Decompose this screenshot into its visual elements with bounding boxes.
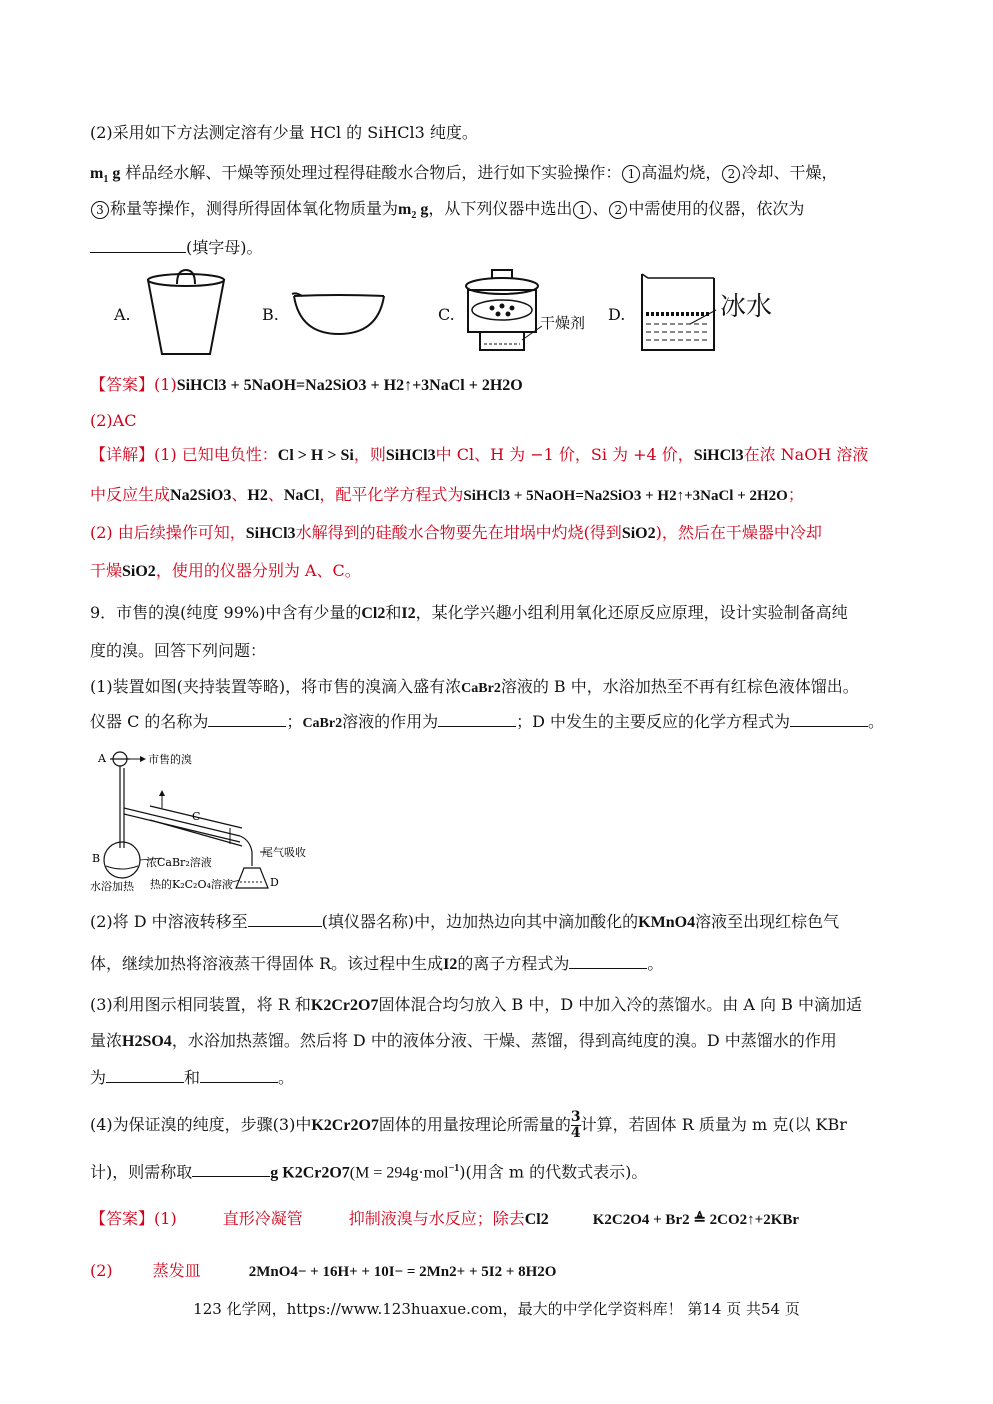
formula-sihcl3: SiHCl3 [385,447,436,464]
option-a-label: A. [114,305,131,324]
figure-label-top: 市售的溴 [148,753,192,766]
option-c-label: C. [438,305,455,324]
procedure-text: 样品经水解、干燥等预处理过程得硅酸水合物后，进行如下实验操作： [120,163,622,182]
detail8-line4 [90,560,361,583]
q8-part2-intro [90,122,478,144]
q8-part2-line1: (2)采用如下方法测定溶有少量 HCl 的 SiHCl3 纯度。 [90,123,478,142]
formula-cabr2: CaBr2 [461,681,501,696]
step1-text: 高温灼烧， [641,163,722,182]
formula-k2cr2o7: K2Cr2O7 [310,997,379,1014]
blank-instrument-name[interactable] [248,910,322,927]
q9-p2-b: (填仪器名称)中，边加热边向其中滴加酸化的 [321,912,639,931]
answer9-role: 抑制液溴与水反应；除去 [348,1209,525,1228]
detail8-l2-g: ，配平化学方程式为 [319,485,464,504]
blank-ionic-equation[interactable] [569,952,647,969]
blank-distilled-water-role-2[interactable] [200,1066,278,1083]
m2-symbol: $m_2$ g [398,201,429,222]
figure-label-tail-gas: 尾气吸收 [262,846,306,859]
q9-p4-d: 计算，若固体 R 质量为 m 克(以 KBr [580,1115,847,1134]
q9-p4-a: (4)为保证溴的纯度，步骤(3)中 [90,1115,312,1134]
answer9-line1 [90,1208,799,1231]
q9-p3-c: 固体混合均匀放入 B 中，D 中加入冷的蒸馏水。由 A 向 B 中滴加适 [378,995,862,1014]
desiccant-label: 干燥剂 [540,314,586,332]
q9-part3-line3 [90,1066,294,1089]
q9-part2-line2 [90,952,663,976]
detail8-l2-e: 、 [267,485,284,504]
q9-p2-a: (2)将 D 中溶液转移至 [90,912,248,931]
q9-p3-a: (3)利用图示相同装置，将 R 和 [90,995,311,1014]
detail8-line2 [90,484,804,507]
q9-p2-h: 。 [647,954,664,973]
answer8-part1: (1) [154,375,177,394]
page-footer: 123 化学网，https://www.123huaxue.com，最大的中学化学资料库！ 第14 页 共54 页 [193,1300,800,1318]
formula-h2: H2 [247,487,268,504]
answer9-evaporating-dish: 蒸发皿 [152,1261,201,1280]
formula-i2: I2 [401,605,416,622]
q9-part4-line2 [90,1158,647,1184]
line4-text: (填字母)。 [186,238,263,257]
detail8-text-g: 在浓 NaOH 溶液 [743,445,869,464]
line3-text-c: 、 [592,199,609,218]
circled-number-1: 1 [622,165,640,183]
figure-label-k2c2o4: 热的K₂C₂O₄溶液 [150,878,233,891]
detail8-line3 [90,522,822,545]
q9-part4-line1 [90,1110,847,1141]
q9-p1-a: (1)装置如图(夹持装置等略)，将市售的溴滴入盛有浓 [90,677,462,696]
q9-text-a: 9．市售的溴(纯度 99%)中含有少量的 [90,603,362,622]
q9-p1-e: ； [286,712,303,731]
distillation-apparatus-figure [90,748,330,896]
formula-sio2: SiO2 [621,525,656,542]
detail8-l4-a: 干燥 [90,561,123,580]
formula-sihcl3-b: SiHCl3 [693,447,744,464]
q8-part2-procedure-line [90,162,837,191]
detail8-line1 [90,444,868,467]
answer9-line2 [90,1260,556,1283]
formula-sihcl3-c: SiHCl3 [245,525,296,542]
detail8-l3-e: )，然后在干燥器中冷却 [655,523,822,542]
blank-cabr2-role[interactable] [438,710,516,727]
formula-i2-b: I2 [443,956,458,973]
blank-distilled-water-role-1[interactable] [106,1066,184,1083]
formula-cabr2-b: CaBr2 [302,716,343,731]
molar-mass-close: ) [459,1162,466,1182]
q9-p3-h: 和 [184,1068,201,1087]
formula-na2sio3: Na2SiO3 [170,487,232,504]
figure-label-c: C [192,810,201,823]
answer9-cl2: Cl2 [524,1211,549,1228]
q9-p3-g: 为 [90,1068,107,1087]
answer9-p1: (1) [154,1209,177,1228]
formula-kmno4: KMnO4 [638,914,696,931]
circled-number-2: 2 [722,165,740,183]
circled-number-3: 3 [91,201,109,219]
q9-p1-g: 溶液的作用为 [342,712,439,731]
figure-label-cabr2: 浓CaBr₂溶液 [146,856,212,869]
formula-h2so4: H2SO4 [122,1033,172,1050]
q9-part1-line2 [90,710,884,735]
figure-label-b: B [92,852,101,865]
q9-line1 [90,602,848,625]
q9-p1-h: ；D 中发生的主要反应的化学方程式为 [516,712,791,731]
option-b-label: B. [262,305,279,324]
q9-part2-line1 [90,910,839,934]
detail-tag: 【详解】 [90,445,155,464]
answer9-equation: K2C2O4 + Br2 ≜ 2CO2↑+2KBr [592,1212,800,1228]
answer9-tag: 【答案】 [90,1209,155,1228]
line3-text-a: 称量等操作，测得所得固体氧化物质量为 [110,199,399,218]
formula-sio2-b: SiO2 [122,563,156,580]
blank-mass-expression[interactable] [192,1160,270,1177]
answer9-p2: (2) [90,1261,113,1280]
detail8-l2-c: 、 [231,485,248,504]
figure-label-d: D [270,876,279,889]
crucible-icon [144,268,228,358]
evaporating-dish-icon [290,290,388,338]
q9-p4-e: 计)，则需称取 [90,1162,193,1182]
blank-d-equation[interactable] [790,710,868,727]
electronegativity-order: Cl > H > Si [277,447,354,464]
q9-text-e: ，某化学兴趣小组利用氧化还原反应原理，设计实验制备高纯 [415,603,848,622]
q9-p1-d: 仪器 C 的名称为 [90,712,209,731]
q8-part2-line4 [90,236,263,259]
formula-cl2: Cl2 [361,605,386,622]
molar-mass-exponent: −1 [448,1163,460,1174]
option-d-label: D. [608,305,626,324]
q9-part3-line2 [90,1030,837,1053]
fraction-three-quarters [571,1110,581,1141]
q8-part2-line3 [90,198,804,227]
answer8-equation: SiHCl3 + 5NaOH=Na2SiO3 + H2↑+3NaCl + 2H2O [176,377,523,394]
blank-instrument-c[interactable] [208,710,286,727]
circled-number-1b: 1 [573,201,591,219]
detail8-text-c: ，则 [353,445,386,464]
molar-mass: (M = 294g·mol [349,1164,449,1182]
q9-line2 [90,640,266,662]
step2-text: 冷却、干燥， [741,163,838,182]
q9-p4-c: 固体的用量按理论所需量的 [378,1115,571,1134]
detail8-l4-c: ，使用的仪器分别为 A、C。 [155,561,361,580]
q9-p3-i: 。 [278,1068,295,1087]
q9-p4-j: (用含 m 的代数式表示)。 [465,1162,648,1182]
line3-text-b: ，从下列仪器中选出 [428,199,573,218]
detail8-l2-i: ； [787,485,804,504]
answer-blank[interactable] [90,236,186,253]
answer9-ionic-equation: 2MnO4− + 16H+ + 10I− = 2Mn2+ + 5I2 + 8H2O [248,1264,557,1280]
formula-k2cr2o7-b: K2Cr2O7 [311,1117,379,1134]
detail8-text-a: (1) 已知电负性： [154,445,278,464]
answer8-line1 [90,374,523,397]
formula-nacl: NaCl [283,487,320,504]
detail8-l3-a: (2) 由后续操作可知， [90,523,246,542]
fraction-numerator: 3 [570,1109,581,1125]
figure-label-a: A [98,752,106,765]
answer9-condenser: 直形冷凝管 [222,1209,303,1228]
formula-k2cr2o7-mass: g K2Cr2O7 [270,1164,350,1182]
circled-number-2b: 2 [609,201,627,219]
q9-p3-d: 量浓 [90,1031,123,1050]
detail8-l2-a: 中反应生成 [90,485,171,504]
q9-part3-line1 [90,994,862,1017]
q9-part1-line1 [90,676,859,700]
ice-water-label: 冰水 [720,292,773,322]
figure-label-water-bath: 水浴加热 [90,880,134,893]
ice-water-beaker-icon [638,270,718,356]
q9-p3-f: ，水浴加热蒸馏。然后将 D 中的液体分液、干燥、蒸馏，得到高纯度的溴。D 中蒸馏水的作用 [171,1031,837,1050]
balanced-equation: SiHCl3 + 5NaOH=Na2SiO3 + H2↑+3NaCl + 2H2O [463,488,788,504]
answer8-line2 [90,410,136,432]
line3-text-d: 中需使用的仪器，依次为 [628,199,805,218]
fraction-denominator: 4 [570,1125,581,1141]
q9-p2-e: 体，继续加热将溶液蒸干得固体 R。该过程中生成 [90,954,444,973]
q9-text-c: 和 [385,603,402,622]
answer-tag: 【答案】 [90,375,155,394]
q9-p2-g: 的离子方程式为 [457,954,570,973]
q9-text-l2: 度的溴。回答下列问题： [90,641,267,660]
answer8-part2: (2)AC [90,411,137,430]
q9-p1-i: 。 [868,712,885,731]
detail8-l3-c: 水解得到的硅酸水合物要先在坩埚中灼烧(得到 [295,523,622,542]
q9-p1-c: 溶液的 B 中，水浴加热至不再有红棕色液体馏出。 [500,677,859,696]
m1-symbol: $m_1$ g [90,165,121,186]
q9-p2-d: 溶液至出现红棕色气 [695,912,840,931]
detail8-text-e: 中 Cl、H 为 −1 价，Si 为 +4 价， [435,445,694,464]
